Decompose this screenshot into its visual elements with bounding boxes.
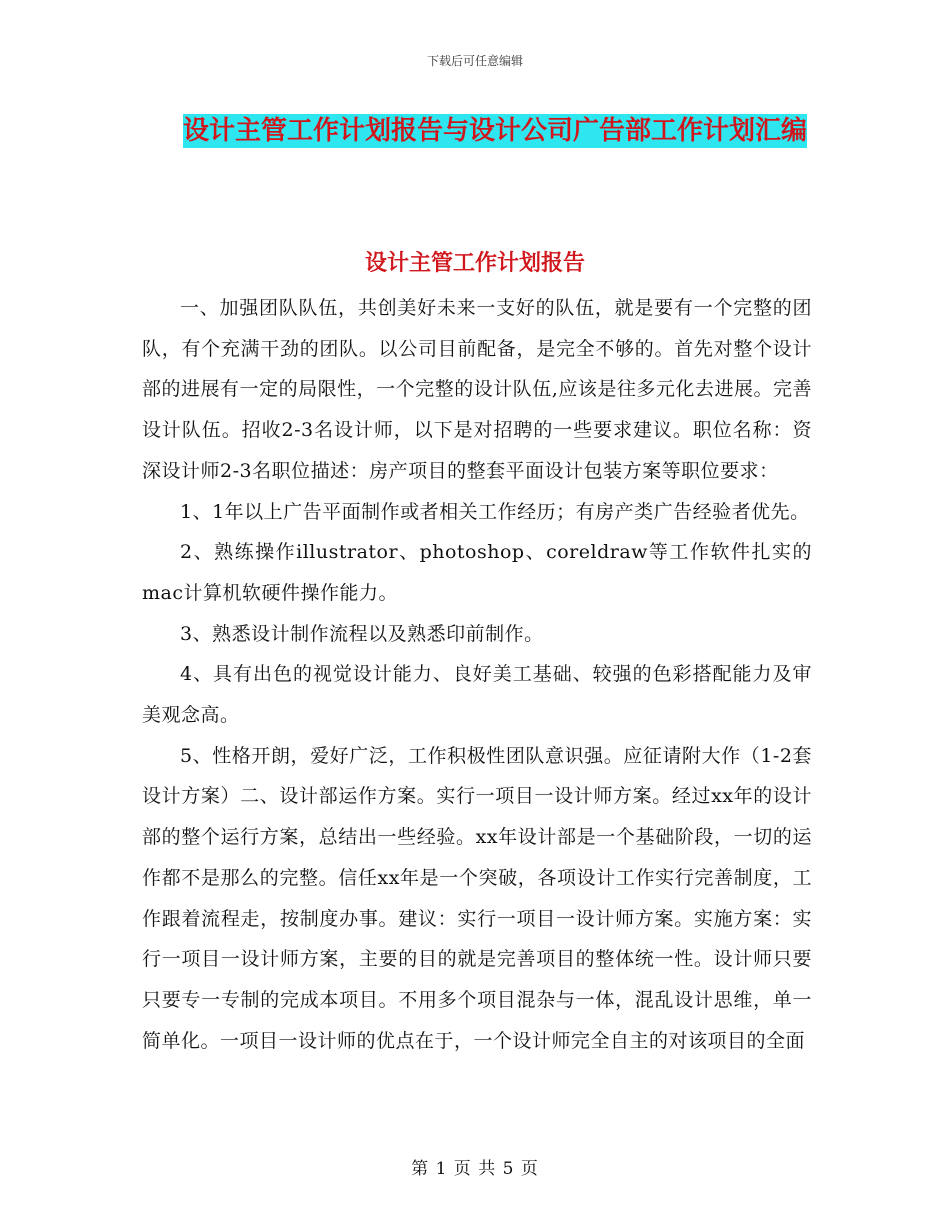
body-paragraph: 4、具有出色的视觉设计能力、良好美工基础、较强的色彩搭配能力及审美观念高。 <box>142 663 812 727</box>
body-paragraph: 一、加强团队队伍，共创美好未来一支好的队伍，就是要有一个完整的团队，有个充满干劲的团队。以公司目前配备，是完全不够的。首先对整个设计部的进展有一定的局限性，一个完整的设计队伍,应该是往多元化去进展。完善设计队伍。招收2-3名设计师，以下是对招聘的一些要求建议。职位名称：资深设计师2-3名职位描述：房产项目的整套平面设计包装方案等职位要求： <box>142 297 812 482</box>
document-body <box>142 288 812 1061</box>
document-title <box>150 108 840 154</box>
body-paragraph: 1、1年以上广告平面制作或者相关工作经历；有房产类广告经验者优先。 <box>180 500 810 523</box>
page-number-footer: 第 1 页 共 5 页 <box>411 1159 539 1179</box>
body-paragraph: 2、熟练操作illustrator、photoshop、coreldraw等工作软件扎实的mac计算机软硬件操作能力。 <box>142 541 812 604</box>
body-paragraph: 3、熟悉设计制作流程以及熟悉印前制作。 <box>180 622 544 645</box>
body-paragraph: 5、性格开朗，爱好广泛，工作积极性团队意识强。应征请附大作（1-2套设计方案）二、设计部运作方案。实行一项目一设计师方案。经过xx年的设计部的整个运行方案，总结出一些经验。xx年设计部是一个基础阶段，一切的运作都不是那么的完整。信任xx年是一个突破，各项设计工作实行完善制度，工作跟着流程走，按制度办事。建议：实行一项目一设计师方案。实施方案：实行一项目一设计师方案，主要的目的就是完善项目的整体统一性。设计师只要只要专一专制的完成本项目。不用多个项目混杂与一体，混乱设计思维，单一简单化。一项目一设计师的优点在于，一个设计师完全自主的对该项目的全面 <box>142 744 812 1052</box>
section-title: 设计主管工作计划报告 <box>364 251 585 276</box>
document-title-text: 设计主管工作计划报告与设计公司广告部工作计划汇编 <box>182 116 807 146</box>
header-note: 下载后可任意编辑 <box>426 54 523 68</box>
